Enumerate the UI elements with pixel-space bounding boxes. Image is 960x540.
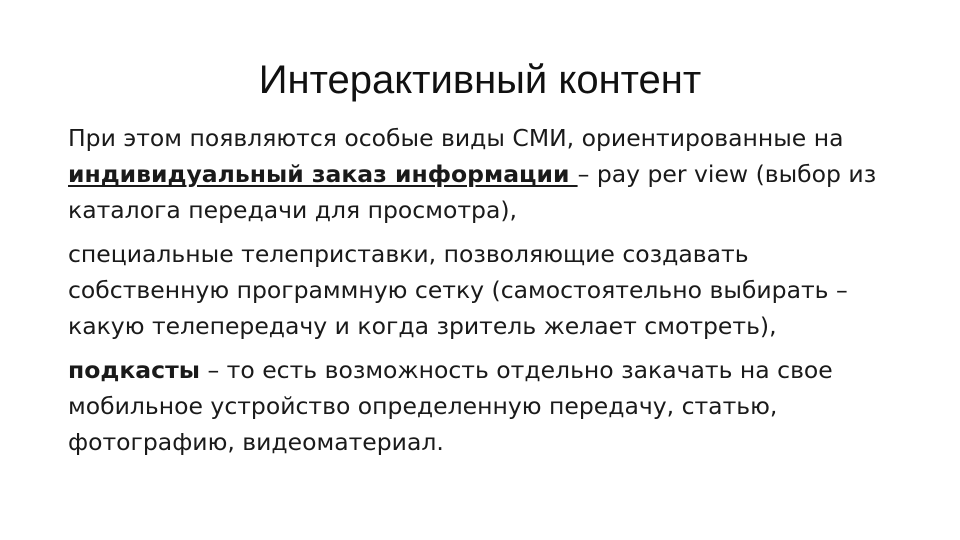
- paragraph-1-text-before: При этом появляются особые виды СМИ, ориентированные на: [68, 124, 844, 152]
- paragraph-podcasts: [68, 352, 908, 460]
- paragraph-pay-per-view: [68, 120, 908, 228]
- paragraph-1-text-after: – pay per view (выбор из каталога передачи для просмотра),: [68, 160, 877, 224]
- paragraph-set-top-boxes: [68, 236, 908, 344]
- paragraph-2-text: специальные телеприставки, позволяющие создавать собственную программную сетку (самостоятельно выбирать – какую телепередачу и когда зритель желает смотреть),: [68, 240, 848, 340]
- paragraph-3-emphasis: подкасты: [68, 356, 200, 384]
- slide-body: [68, 120, 908, 468]
- paragraph-1-emphasis: индивидуальный заказ информации: [68, 160, 578, 188]
- slide-title: Интерактивный контент: [258, 58, 702, 102]
- paragraph-3-text-after: – то есть возможность отдельно закачать на свое мобильное устройство определенную передачу, статью, фотографию, видеоматериал.: [68, 356, 833, 456]
